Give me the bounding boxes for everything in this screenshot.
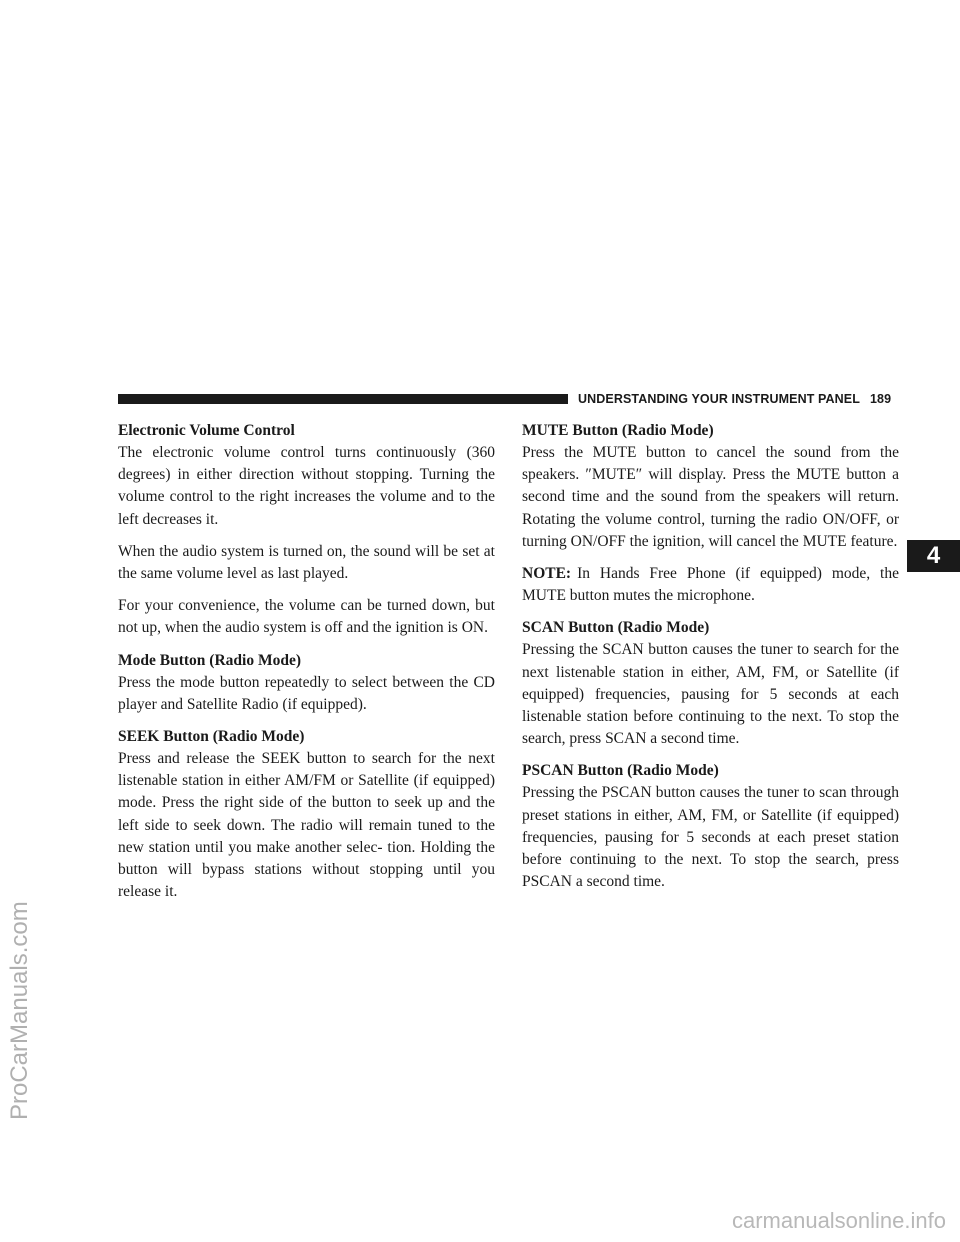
section-heading: SCAN Button (Radio Mode)	[522, 619, 710, 637]
paragraph: For your convenience, the volume can be turned down, but not up, when the audio system is off and the ignition is ON.	[118, 597, 495, 637]
section-electronic-volume-control	[118, 420, 495, 640]
paragraph: Press the MUTE button to cancel the sound from the speakers. ″MUTE″ will display. Press the MUTE button a second time and the sound from the speakers will return. Rotating the volume control, turning the radio ON/OFF, or turning ON/OFF the ignition, will cancel the MUTE feature.	[522, 444, 899, 550]
section-heading: Electronic Volume Control	[118, 422, 295, 439]
right-column	[522, 420, 899, 903]
paragraph: When the audio system is turned on, the sound will be set at the same volume level as last played.	[118, 542, 495, 583]
section-heading: SEEK Button (Radio Mode)	[118, 728, 305, 746]
section-heading: Mode Button (Radio Mode)	[118, 651, 301, 669]
section-seek-button	[118, 726, 495, 903]
bottom-watermark: carmanualsonline.info	[731, 1208, 946, 1233]
section-pscan-button	[522, 760, 899, 893]
page-number: 189	[869, 392, 892, 406]
side-watermark: ProCarManuals.com	[6, 901, 33, 1120]
header-rule	[118, 394, 568, 404]
chapter-tab: 4	[907, 540, 960, 572]
note-text: In Hands Free Phone (if equipped) mode, the MUTE button mutes the microphone.	[522, 565, 899, 605]
left-column	[118, 420, 495, 913]
section-scan-button	[522, 617, 899, 750]
section-mode-button	[118, 650, 495, 716]
paragraph: The electronic volume control turns continuously (360 degrees) in either direction without stopping. Turning the volume control to the right increases the volume and to the left decreases it.	[118, 444, 495, 528]
note-paragraph	[522, 563, 899, 607]
paragraph: Pressing the PSCAN button causes the tuner to scan through preset stations in either, AM, FM, or Satellite (if equipped) frequencies, pausing for 5 seconds at each preset station before continuing to the next. To stop the search, press PSCAN a second time.	[522, 784, 899, 891]
header-title: UNDERSTANDING YOUR INSTRUMENT PANEL	[578, 392, 860, 406]
note-label: NOTE:	[522, 565, 572, 583]
paragraph: Pressing the SCAN button causes the tuner to search for the next listenable station in either, AM, FM, or Satellite (if equipped) frequencies, pausing for 5 seconds at each listenable station before continuing to the next. To stop the search, press SCAN a second time.	[522, 641, 899, 748]
running-header	[578, 392, 908, 406]
paragraph: Press the mode button repeatedly to select between the CD player and Satellite Radio (if equipped).	[118, 673, 495, 713]
section-mute-button	[522, 420, 899, 607]
section-heading: MUTE Button (Radio Mode)	[522, 422, 714, 439]
paragraph: Press and release the SEEK button to search for the next listenable station in either AM/FM or Satellite (if equipped) mode. Press the right side of the button to seek up and the left side to seek down. The radio will remain tuned to the new station until you make another selec- tion. Holding the button will bypass stations without stopping until you release it.	[118, 750, 495, 901]
section-heading: PSCAN Button (Radio Mode)	[522, 762, 719, 780]
